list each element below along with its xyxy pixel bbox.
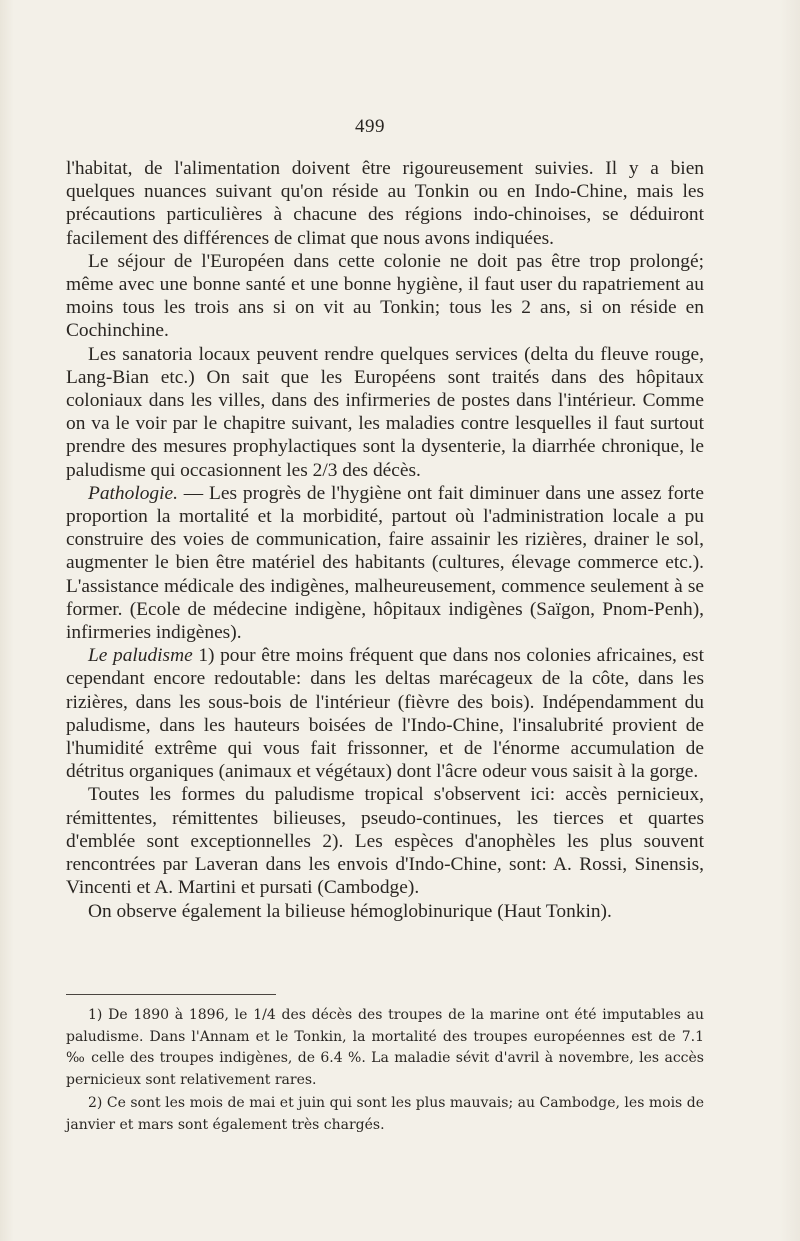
page-number: 499 xyxy=(355,116,385,137)
paragraph-1: l'habitat, de l'alimentation doivent être rigoureusement suivies. Il y a bien quelques nuances suivant qu'on réside au Tonkin ou en Indo-Chine, mais les précautions particulières à chacune des régions indo-chinoises, se déduiront facilement des différences de climat que nous avons indiquées. xyxy=(66,158,704,249)
section-heading-pathologie: Pathologie. xyxy=(88,482,178,504)
footnote-1: 1) De 1890 à 1896, le 1/4 des décès des troupes de la marine ont été imputables au paludisme. Dans l'Annam et le Tonkin, la mortalité des troupes européennes est de 7.1 ‰ celle des troupes indigènes, de 6.4 %. La maladie sévit d'avril à novembre, les accès pernicieux sont relativement rares. xyxy=(66,1007,704,1088)
paragraph-pathologie xyxy=(66,482,704,644)
paragraph-paludisme-text: 1) pour être moins fréquent que dans nos colonies africaines, est cependant encore redoutable: dans les deltas marécageux de la côte, dans les rizières, dans les sous-bois de l'intérieur (fièvre des bois). Indépendamment du paludisme, dans les hauteurs boisées de l'Indo-Chine, l'insalubrité provient de l'humidité extrême qui vous fait frissonner, et de l'énorme accumulation de détritus organiques (animaux et végétaux) dont l'âcre odeur vous saisit à la gorge. xyxy=(66,645,704,783)
paragraph-3: Les sanatoria locaux peuvent rendre quelques services (delta du fleuve rouge, Lang-Bian etc.) On sait que les Européens sont traités dans des hôpitaux coloniaux dans les villes, dans des infirmeries de postes dans l'intérieur. Comme on va le voir par le chapitre suivant, les maladies contre lesquelles il faut surtout prendre des mesures prophylactiques sont la dysenterie, la diarrhée chronique, le paludisme qui occasionnent les 2/3 des décès. xyxy=(66,343,704,481)
paragraph-7: On observe également la bilieuse hémoglobinurique (Haut Tonkin). xyxy=(88,900,612,922)
footnote-divider xyxy=(66,994,276,995)
paragraph-pathologie-text: — Les progrès de l'hygiène ont fait diminuer dans une assez forte proportion la mortalité et la morbidité, partout où l'administration locale a pu construire des voies de communication, faire assainir les rizières, drainer le sol, augmenter le bien être matériel des habitants (cultures, élevage commerce etc.). L'assistance médicale des indigènes, malheureusement, commence seulement à se former. (Ecole de médecine indigène, hôpitaux indigènes (Saïgon, Pnom-Penh), infirmeries indigènes). xyxy=(66,482,704,644)
footnote-2: 2) Ce sont les mois de mai et juin qui sont les plus mauvais; au Cambodge, les mois de janvier et mars sont également très chargés. xyxy=(66,1095,704,1133)
footnotes xyxy=(66,1005,704,1136)
paragraph-6: Toutes les formes du paludisme tropical s'observent ici: accès pernicieux, rémittentes, rémittentes bilieuses, pseudo-continues, les tierces et quartes d'emblée sont exceptionnelles 2). Les espèces d'anophèles les plus souvent rencontrées par Laveran dans les envois d'Indo-Chine, sont: A. Rossi, Sinensis, Vincenti et A. Martini et pursati (Cambodge). xyxy=(66,784,704,899)
section-heading-paludisme: Le paludisme xyxy=(88,645,193,667)
body-text xyxy=(66,157,704,923)
paragraph-paludisme xyxy=(66,644,704,783)
paragraph-2: Le séjour de l'Européen dans cette colonie ne doit pas être trop prolongé; même avec une bonne santé et une bonne hygiène, il faut user du rapatriement au moins tous les trois ans si on vit au Tonkin; tous les 2 ans, si on réside en Cochinchine. xyxy=(66,250,704,342)
